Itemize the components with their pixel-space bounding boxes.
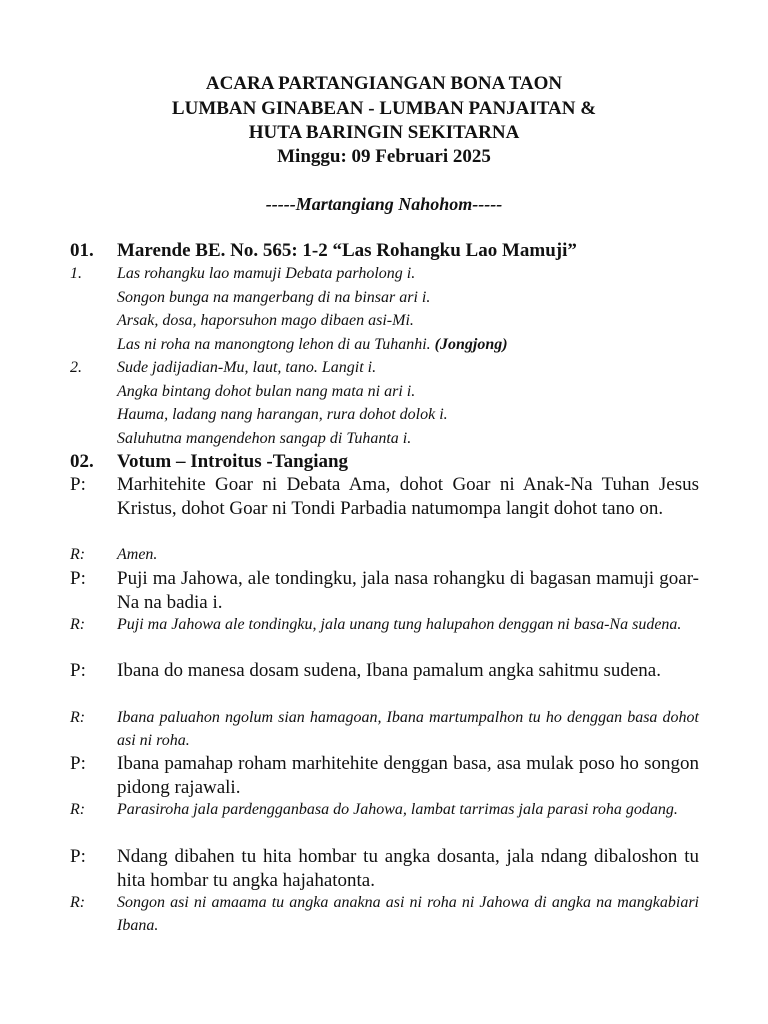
section-number: 02. xyxy=(70,451,94,472)
entry-text: Puji ma Jahowa, ale tondingku, jala nasa rohangku di bagasan mamuji goar-Na na badia i. xyxy=(117,568,699,613)
entry-text: Parasiroha jala pardengganbasa do Jahowa, lambat tarrimas jala parasi roha godang. xyxy=(117,801,678,818)
document-date: Minggu: 09 Februari 2025 xyxy=(277,146,491,167)
verse-line-text: Las ni roha na manongtong lehon di au Tuhanhi. xyxy=(117,335,431,353)
verse-lines xyxy=(117,356,699,450)
verse-line: Saluhutna mangendehon sangap di Tuhanta i. xyxy=(117,429,412,447)
section-title: Marende BE. No. 565: 1-2 “Las Rohangku Lao Mamuji” xyxy=(117,240,577,261)
entry-text: Ibana do manesa dosam sudena, Ibana pamalum angka sahitmu sudena. xyxy=(117,660,661,681)
verse-line xyxy=(117,333,699,357)
speaker-label: R: xyxy=(70,616,86,633)
verse-number: 1. xyxy=(70,265,82,282)
speaker-label: P: xyxy=(70,568,86,589)
document-title-line-1: ACARA PARTANGIANGAN BONA TAON xyxy=(205,73,563,94)
speaker-label: P: xyxy=(70,753,86,774)
verse-line: Hauma, ladang nang harangan, rura dohot dolok i. xyxy=(117,406,448,423)
verse-line: Las rohangku lao mamuji Debata parholong i. xyxy=(117,265,416,282)
speaker-label: R: xyxy=(70,709,86,726)
entry-text: Amen. xyxy=(117,546,158,563)
speaker-label: R: xyxy=(70,801,86,818)
speaker-label: P: xyxy=(70,474,86,495)
section-title: Votum – Introitus -Tangiang xyxy=(117,451,349,472)
entry-text: Ibana pamahap roham marhitehite denggan basa, asa mulak poso ho songon pidong rajawali. xyxy=(117,753,699,798)
verse-line: Angka bintang dohot bulan nang mata ni ari i. xyxy=(117,382,416,400)
verse-lines xyxy=(117,262,699,356)
speaker-label: P: xyxy=(70,846,86,867)
speaker-label: P: xyxy=(70,660,86,681)
speaker-label: R: xyxy=(70,894,86,911)
entry-text: Ndang dibahen tu hita hombar tu angka dosanta, jala ndang dibaloshon tu hita hombar tu angka hajahatonta. xyxy=(117,846,699,891)
entry-text: Puji ma Jahowa ale tondingku, jala unang tung halupahon denggan ni basa-Na sudena. xyxy=(117,616,682,633)
document-title-line-3: HUTA BARINGIN SEKITARNA xyxy=(248,122,520,143)
verse-line: Sude jadijadian-Mu, laut, tano. Langit i. xyxy=(117,359,377,376)
document-title-line-2: LUMBAN GINABEAN - LUMBAN PANJAITAN & xyxy=(171,98,597,119)
document-subtitle: -----Martangiang Nahohom----- xyxy=(265,194,503,214)
verse-line: Songon bunga na mangerbang di na binsar ari i. xyxy=(117,288,431,306)
verse-line: Arsak, dosa, haporsuhon mago dibaen asi-Mi. xyxy=(117,312,414,329)
verse-number: 2. xyxy=(70,359,82,376)
speaker-label: R: xyxy=(70,546,86,563)
entry-text: Songon asi ni amaama tu angka anakna asi ni roha ni Jahowa di angka na mangkabiari Ibana. xyxy=(117,894,699,934)
entry-text: Ibana paluahon ngolum sian hamagoan, Ibana martumpalhon tu ho denggan basa dohot asi ni roha. xyxy=(117,709,699,749)
posture-tag: (Jongjong) xyxy=(434,335,508,353)
section-number: 01. xyxy=(70,240,94,261)
entry-text: Marhitehite Goar ni Debata Ama, dohot Goar ni Anak-Na Tuhan Jesus Kristus, dohot Goar ni Tondi Parbadia natumompa langit dohot tano on. xyxy=(117,474,699,519)
